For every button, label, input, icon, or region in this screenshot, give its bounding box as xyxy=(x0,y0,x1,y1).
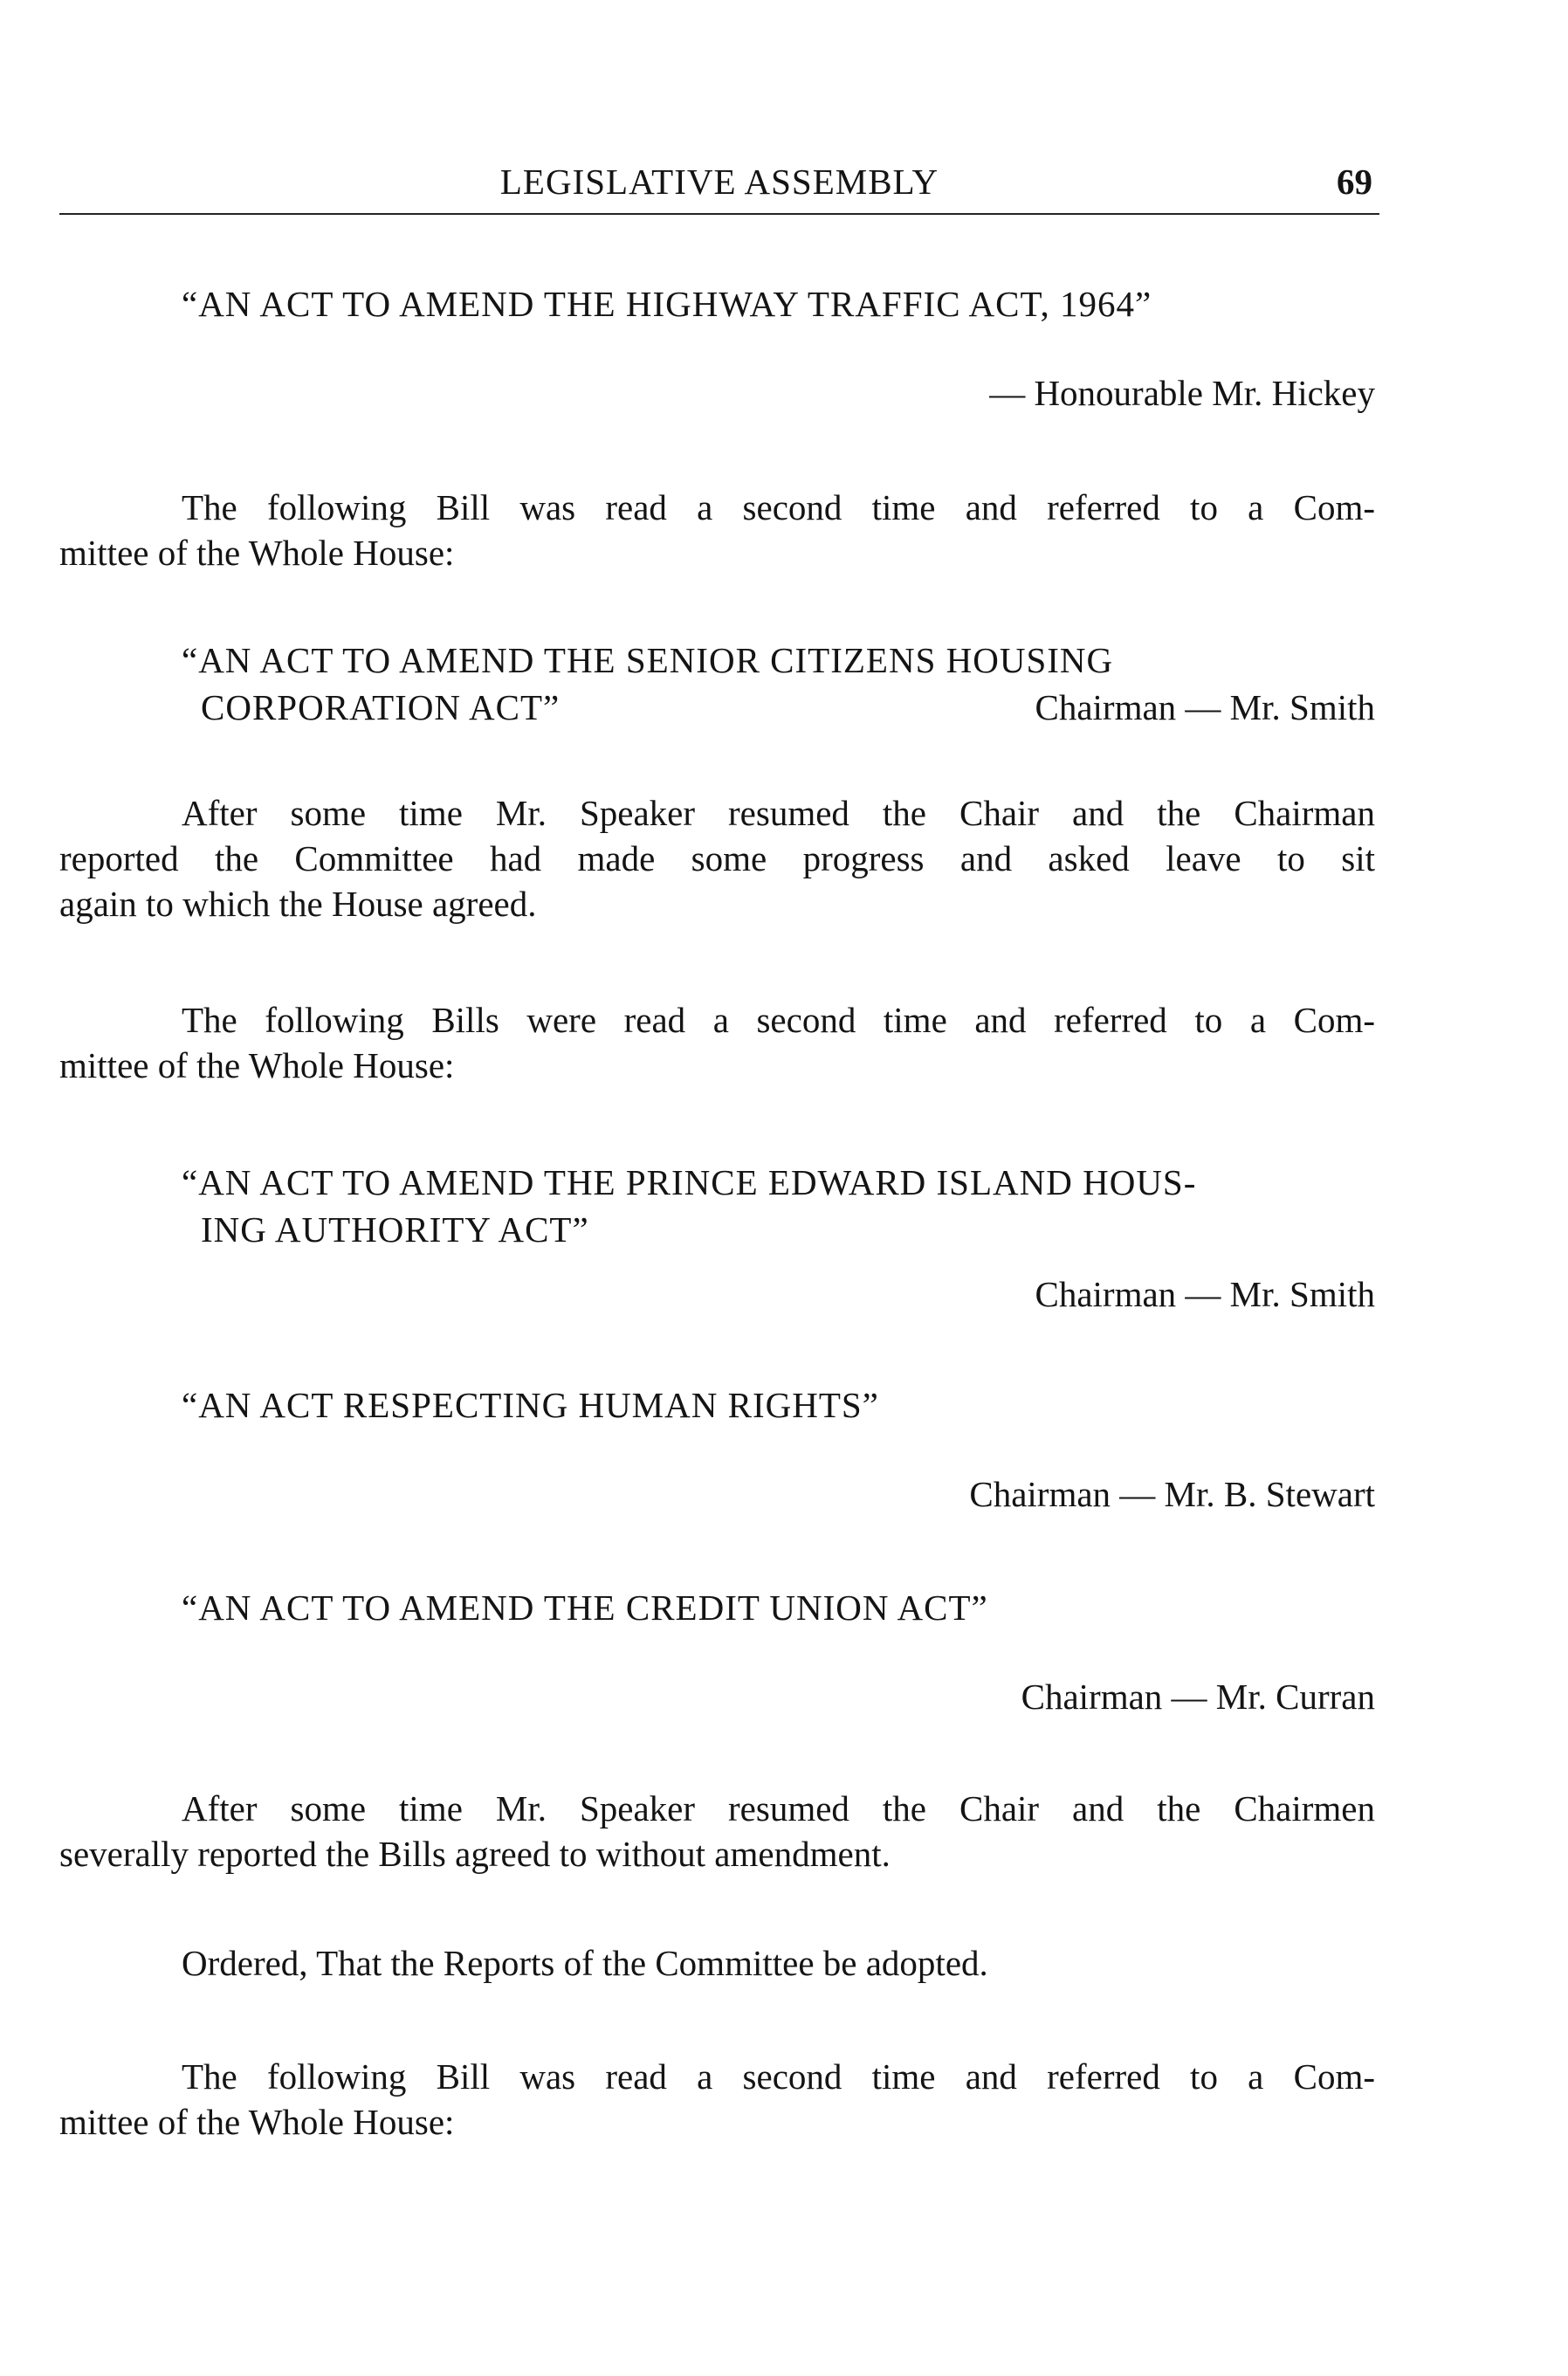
bill-chairman-human-rights: Chairman — Mr. B. Stewart xyxy=(969,1474,1375,1514)
paragraph-line: The following Bill was read a second time and referred to a Com- xyxy=(182,2056,1375,2097)
paragraph-line: After some time Mr. Speaker resumed the Chair and the Chairmen xyxy=(182,1788,1375,1828)
paragraph-line: The following Bill was read a second time and referred to a Com- xyxy=(182,487,1375,527)
paragraph-bills-reported xyxy=(59,1786,1375,1877)
paragraph-line: The following Bills were read a second time and referred to a Com- xyxy=(182,1000,1375,1040)
paragraph-line: mittee of the Whole House: xyxy=(59,2102,455,2142)
bill-chairman-pei-housing: Chairman — Mr. Smith xyxy=(1035,1274,1375,1314)
paragraph-second-reading-1 xyxy=(59,485,1375,575)
paragraph-line: After some time Mr. Speaker resumed the Chair and the Chairman xyxy=(182,793,1375,833)
bill-sponsor-highway-traffic: — Honourable Mr. Hickey xyxy=(989,373,1375,413)
paragraph-line: again to which the House agreed. xyxy=(59,884,537,924)
bill-title-highway-traffic: “AN ACT TO AMEND THE HIGHWAY TRAFFIC ACT, 1964” xyxy=(182,284,1152,324)
running-header xyxy=(59,155,1379,208)
page-number: 69 xyxy=(1337,162,1372,202)
paragraph-line: mittee of the Whole House: xyxy=(59,533,455,573)
bill-title-credit-union: “AN ACT TO AMEND THE CREDIT UNION ACT” xyxy=(182,1587,988,1628)
paragraph-progress-report xyxy=(59,790,1375,926)
paragraph-reports-adopted: Ordered, That the Reports of the Committee be adopted. xyxy=(182,1943,988,1983)
paragraph-line: mittee of the Whole House: xyxy=(59,1045,455,1085)
running-title: LEGISLATIVE ASSEMBLY xyxy=(499,162,939,202)
header-rule xyxy=(59,213,1379,215)
bill-title-senior-citizens-line2: CORPORATION ACT” xyxy=(201,687,560,727)
bill-chairman-senior-citizens: Chairman — Mr. Smith xyxy=(1035,687,1375,727)
paragraph-second-reading-2 xyxy=(59,997,1375,1088)
bill-title-pei-housing-line1: “AN ACT TO AMEND THE PRINCE EDWARD ISLAND HOUS- xyxy=(182,1162,1197,1202)
paragraph-line: reported the Committee had made some progress and asked leave to sit xyxy=(59,838,1375,878)
bill-title-human-rights: “AN ACT RESPECTING HUMAN RIGHTS” xyxy=(182,1385,879,1425)
paragraph-second-reading-3 xyxy=(59,2054,1375,2145)
bill-title-pei-housing-line2: ING AUTHORITY ACT” xyxy=(201,1209,589,1250)
paragraph-line: severally reported the Bills agreed to without amendment. xyxy=(59,1834,891,1874)
bill-chairman-credit-union: Chairman — Mr. Curran xyxy=(1021,1677,1375,1717)
bill-title-senior-citizens-line1: “AN ACT TO AMEND THE SENIOR CITIZENS HOUSING xyxy=(182,640,1114,680)
